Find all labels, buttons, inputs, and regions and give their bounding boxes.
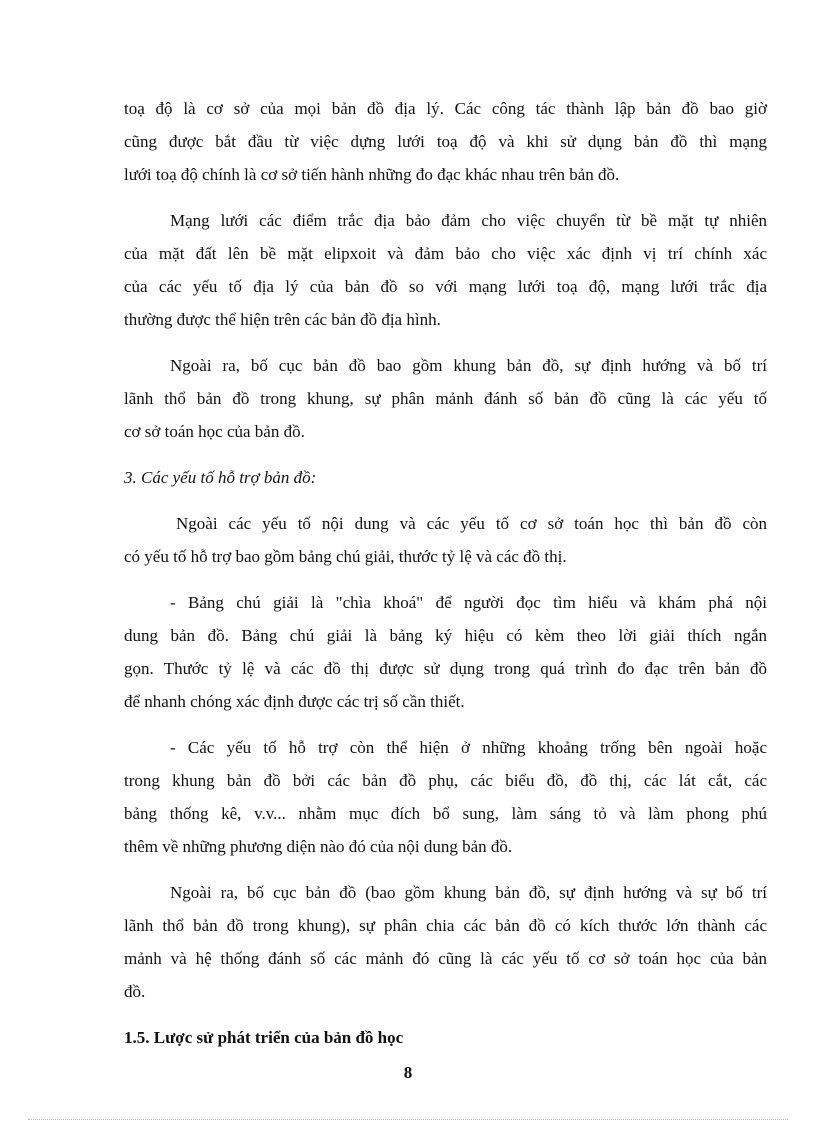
section-heading-history: 1.5. Lược sử phát triển của bản đồ học [124, 1028, 404, 1047]
text-line: dung bản đồ. Bảng chú giải là bảng ký hiệu có kèm theo lời giải thích ngắn [124, 626, 767, 645]
text-line: gọn. Thước tỷ lệ và các đồ thị được sử dụng trong quá trình đo đạc trên bản đồ [124, 659, 767, 678]
text-line: Ngoài ra, bố cục bản đồ bao gồm khung bản đồ, sự định hướng và bố trí [170, 356, 767, 375]
text-line: cũng được bắt đầu từ việc dựng lưới toạ độ và khi sử dụng bản đồ thì mạng [124, 132, 767, 151]
text-line: để nhanh chóng xác định được các trị số cần thiết. [124, 692, 465, 711]
paragraph-legend [124, 586, 767, 718]
page-bottom-divider [28, 1119, 788, 1120]
paragraph-support-extra [124, 731, 767, 863]
text-line: thường được thể hiện trên các bản đồ địa hình. [124, 310, 441, 329]
text-line: lãnh thổ bản đồ trong khung, sự phân mảnh đánh số bản đồ cũng là các yếu tố [124, 389, 767, 408]
text-line: của các yếu tố địa lý của bản đồ so với mạng lưới toạ độ, mạng lưới trắc địa [124, 277, 767, 296]
text-line: lãnh thổ bản đồ trong khung), sự phân chia các bản đồ có kích thước lớn thành các [124, 916, 767, 935]
page-body [124, 92, 767, 1054]
text-line: của mặt đất lên bề mặt elipxoit và đảm bảo cho việc xác định vị trí chính xác [124, 244, 767, 263]
text-line: mảnh và hệ thống đánh số các mảnh đó cũng là các yếu tố cơ sở toán học của bản [124, 949, 767, 968]
text-line: Ngoài ra, bố cục bản đồ (bao gồm khung bản đồ, sự định hướng và sự bố trí [170, 883, 767, 902]
paragraph-coordinate-grid [124, 92, 767, 191]
page-number: 8 [403, 1063, 413, 1082]
text-line: Ngoài các yếu tố nội dung và các yếu tố cơ sở toán học thì bản đồ còn [176, 514, 767, 533]
text-line: thêm về những phương diện nào đó của nội dung bản đồ. [124, 837, 513, 856]
paragraph-support-intro [124, 507, 767, 573]
paragraph-geodetic-network [124, 204, 767, 336]
paragraph-map-layout [124, 349, 767, 448]
text-line: đồ. [124, 982, 146, 1001]
text-line: lưới toạ độ chính là cơ sở tiến hành những đo đạc khác nhau trên bản đồ. [124, 165, 620, 184]
text-line: có yếu tố hỗ trợ bao gồm bảng chú giải, thước tỷ lệ và các đồ thị. [124, 547, 567, 566]
text-line: cơ sở toán học của bản đồ. [124, 422, 305, 441]
text-line: bảng thống kê, v.v... nhằm mục đích bổ sung, làm sáng tỏ và làm phong phú [124, 804, 767, 823]
text-line: - Các yếu tố hỗ trợ còn thể hiện ở những khoảng trống bên ngoài hoặc [170, 738, 767, 757]
paragraph-layout-summary [124, 876, 767, 1008]
text-line: - Bảng chú giải là "chìa khoá" để người đọc tìm hiểu và khám phá nội [170, 593, 767, 612]
section-heading-support-elements: 3. Các yếu tố hỗ trợ bản đồ: [124, 468, 317, 487]
text-line: toạ độ là cơ sở của mọi bản đồ địa lý. Các công tác thành lập bản đồ bao giờ [124, 99, 767, 118]
text-line: Mạng lưới các điểm trắc địa bảo đảm cho việc chuyển từ bề mặt tự nhiên [170, 211, 767, 230]
text-line: trong khung bản đồ bởi các bản đồ phụ, các biểu đồ, đồ thị, các lát cắt, các [124, 771, 767, 790]
